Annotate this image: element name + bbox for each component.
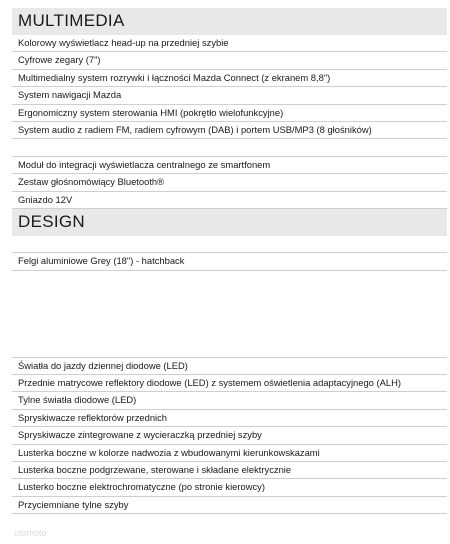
list-item: Multimedialny system rozrywki i łączności Mazda Connect (z ekranem 8,8") (12, 70, 447, 87)
list-item (12, 139, 447, 156)
list-item: Zestaw głośnomówiący Bluetooth® (12, 174, 447, 191)
list-item: Ergonomiczny system sterowania HMI (pokrętło wielofunkcyjne) (12, 105, 447, 122)
list-item: Lusterka boczne podgrzewane, sterowane i składane elektrycznie (12, 462, 447, 479)
list-item: Spryskiwacze zintegrowane z wycieraczką przedniej szyby (12, 427, 447, 444)
list-item: System audio z radiem FM, radiem cyfrowym (DAB) i portem USB/MP3 (8 głośników) (12, 122, 447, 139)
watermark: otomoto (14, 528, 47, 538)
list-item: Lusterko boczne elektrochromatyczne (po stronie kierowcy) (12, 479, 447, 496)
list-item: Spryskiwacze reflektorów przednich (12, 410, 447, 427)
list-item: Kolorowy wyświetlacz head-up na przedniej szybie (12, 35, 447, 52)
section-title-multimedia: MULTIMEDIA (12, 8, 447, 35)
list-item: Cyfrowe zegary (7") (12, 52, 447, 69)
list-item: Tylne światła diodowe (LED) (12, 392, 447, 409)
list-item: Moduł do integracji wyświetlacza centralnego ze smartfonem (12, 157, 447, 174)
design-list (12, 236, 447, 514)
list-item: Światła do jazdy dziennej diodowe (LED) (12, 358, 447, 375)
list-item: Felgi aluminiowe Grey (18") - hatchback (12, 253, 447, 270)
list-item: Gniazdo 12V (12, 192, 447, 209)
equipment-list (12, 8, 447, 514)
multimedia-list (12, 35, 447, 209)
list-item: Przednie matrycowe reflektory diodowe (LED) z systemem oświetlenia adaptacyjnego (ALH) (12, 375, 447, 392)
list-item: Przyciemniane tylne szyby (12, 497, 447, 514)
list-item: Lusterka boczne w kolorze nadwozia z wbudowanymi kierunkowskazami (12, 445, 447, 462)
list-item (12, 236, 447, 253)
section-title-design: DESIGN (12, 209, 447, 236)
list-item: System nawigacji Mazda (12, 87, 447, 104)
blank-area (12, 271, 447, 358)
